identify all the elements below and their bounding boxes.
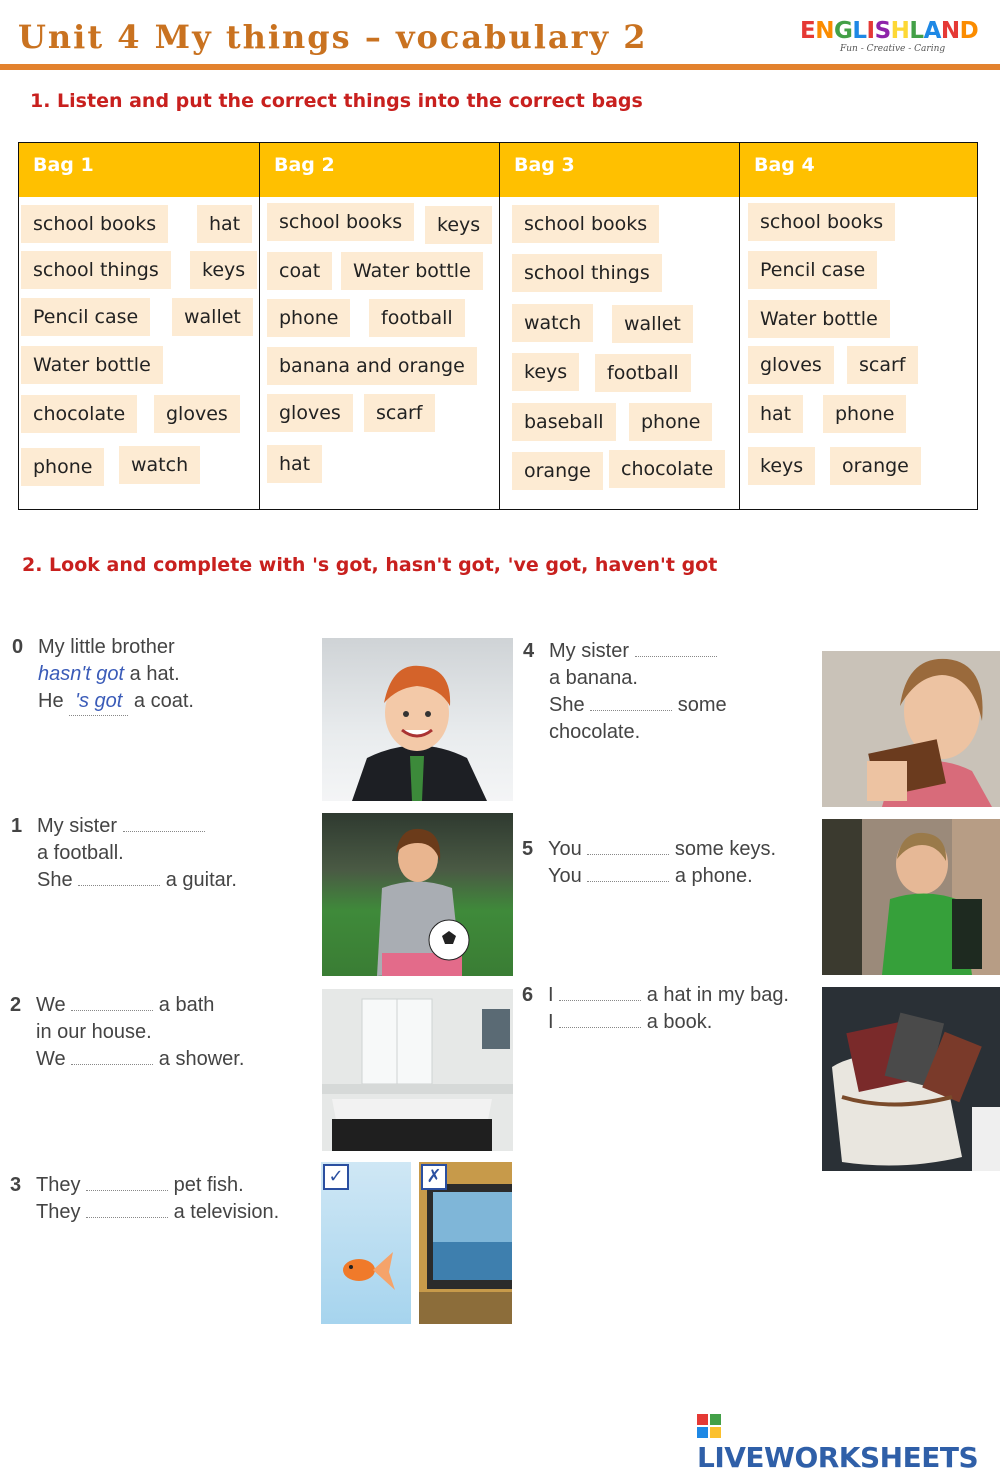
exercise-number: 6 xyxy=(522,984,534,1006)
word-chip[interactable]: keys xyxy=(190,251,257,289)
answer-blank[interactable] xyxy=(71,992,153,1011)
word-chip[interactable]: school books xyxy=(748,203,895,241)
exercise-text: My sister xyxy=(549,640,629,662)
exercise-text: a television. xyxy=(173,1201,280,1223)
exercise-text: My sister xyxy=(37,815,117,837)
exercise-text: I xyxy=(548,1011,554,1033)
word-chip[interactable]: phone xyxy=(21,448,104,486)
exercise-text: They xyxy=(36,1174,81,1196)
bag-1-header: Bag 1 xyxy=(19,143,259,197)
exercise-text: a coat. xyxy=(133,690,194,712)
exercise-text: We xyxy=(36,994,66,1016)
photo-boy-keys xyxy=(822,819,1000,975)
exercise-number: 5 xyxy=(522,838,534,860)
word-chip[interactable]: watch xyxy=(512,304,593,342)
word-chip[interactable]: chocolate xyxy=(609,450,725,488)
exercise-text: You xyxy=(548,865,582,887)
word-chip[interactable]: scarf xyxy=(364,394,435,432)
exercise-number: 1 xyxy=(11,815,23,837)
exercise-text: a phone. xyxy=(674,865,753,887)
answer-blank[interactable] xyxy=(559,982,641,1001)
word-chip[interactable]: hat xyxy=(267,445,322,483)
answer-blank[interactable] xyxy=(587,836,669,855)
logo-wordmark: ENGLISHLAND xyxy=(800,18,979,44)
exercise-text: some xyxy=(677,694,727,716)
exercise-text: a book. xyxy=(646,1011,713,1033)
word-chip[interactable]: school books xyxy=(267,203,414,241)
word-chip[interactable]: keys xyxy=(425,206,492,244)
liveworksheets-footer xyxy=(697,1408,1000,1474)
answer-blank[interactable] xyxy=(86,1172,168,1191)
exercise-number: 4 xyxy=(523,640,535,662)
girl-illustration xyxy=(322,813,513,976)
exercise-text: a shower. xyxy=(158,1048,245,1070)
bag-books-illustration xyxy=(822,987,1000,1171)
word-chip[interactable]: school things xyxy=(512,254,662,292)
word-chip[interactable]: chocolate xyxy=(21,395,137,433)
check-icon: ✓ xyxy=(323,1164,349,1190)
word-chip[interactable]: Pencil case xyxy=(748,251,877,289)
exercise-text: They xyxy=(36,1201,81,1223)
liveworksheets-icon xyxy=(697,1414,721,1438)
bag-divider xyxy=(259,143,260,509)
exercise-1 xyxy=(11,813,237,894)
exercise-text: She xyxy=(549,694,585,716)
word-chip[interactable]: baseball xyxy=(512,403,616,441)
exercise-text: a hat in my bag. xyxy=(646,984,789,1006)
exercise-5 xyxy=(522,836,777,890)
word-chip[interactable]: orange xyxy=(830,447,921,485)
exercise-text: pet fish. xyxy=(173,1174,244,1196)
word-chip[interactable]: phone xyxy=(823,395,906,433)
answer-blank[interactable] xyxy=(587,863,669,882)
englishland-logo xyxy=(800,18,979,54)
photo-girl-football xyxy=(322,813,513,976)
word-chip[interactable]: school books xyxy=(21,205,168,243)
word-chip[interactable]: gloves xyxy=(267,394,353,432)
word-chip[interactable]: gloves xyxy=(154,395,240,433)
bag-divider xyxy=(499,143,500,509)
exercise-number: 2 xyxy=(10,994,22,1016)
word-chip[interactable]: football xyxy=(595,354,691,392)
answer-blank[interactable] xyxy=(86,1199,168,1218)
word-chip[interactable]: Pencil case xyxy=(21,298,150,336)
photo-bag-books xyxy=(822,987,1000,1171)
word-chip[interactable]: gloves xyxy=(748,346,834,384)
exercise-6 xyxy=(522,982,789,1036)
photo-girl-chocolate xyxy=(822,651,1000,807)
answer-blank[interactable] xyxy=(71,1046,153,1065)
bag-4-header: Bag 4 xyxy=(740,143,977,197)
exercise-text: a football. xyxy=(37,842,124,864)
exercise-0 xyxy=(12,634,194,716)
exercise-text: a hat. xyxy=(129,663,180,685)
exercise-4 xyxy=(523,638,727,746)
word-chip[interactable]: hat xyxy=(197,205,252,243)
word-chip[interactable]: hat xyxy=(748,395,803,433)
word-chip[interactable]: orange xyxy=(512,452,603,490)
word-chip[interactable]: wallet xyxy=(612,305,693,343)
exercise-number: 3 xyxy=(10,1174,22,1196)
example-answer: hasn't got xyxy=(38,663,125,685)
word-chip[interactable]: Water bottle xyxy=(341,252,483,290)
exercise-line: My little brother xyxy=(38,636,175,658)
word-chip[interactable]: football xyxy=(369,299,465,337)
word-chip[interactable]: scarf xyxy=(847,346,918,384)
answer-blank[interactable] xyxy=(78,867,160,886)
word-chip[interactable]: wallet xyxy=(172,298,253,336)
bag-2-header: Bag 2 xyxy=(260,143,499,197)
photo-bathroom xyxy=(322,989,513,1151)
girl-chocolate-illustration xyxy=(822,651,1000,807)
answer-blank[interactable] xyxy=(635,638,717,657)
exercise-text: a bath xyxy=(158,994,215,1016)
bags-table xyxy=(18,142,978,510)
word-chip[interactable]: phone xyxy=(629,403,712,441)
section1-heading: 1. Listen and put the correct things into the correct bags xyxy=(30,90,643,112)
word-chip[interactable]: keys xyxy=(748,447,815,485)
bag-3-header: Bag 3 xyxy=(500,143,739,197)
exercise-text: a guitar. xyxy=(165,869,237,891)
footer-brand: LIVEWORKSHEETS xyxy=(697,1441,979,1474)
exercise-text: some keys. xyxy=(674,838,777,860)
word-chip[interactable]: Water bottle xyxy=(21,346,163,384)
answer-blank[interactable] xyxy=(559,1009,641,1028)
cross-icon: ✗ xyxy=(421,1164,447,1190)
word-chip[interactable]: coat xyxy=(267,252,332,290)
exercise-text: I xyxy=(548,984,554,1006)
word-chip[interactable]: Water bottle xyxy=(748,300,890,338)
word-chip[interactable]: school things xyxy=(21,251,171,289)
section2-heading: 2. Look and complete with 's got, hasn't got, 've got, haven't got xyxy=(22,554,718,576)
word-chip[interactable]: school books xyxy=(512,205,659,243)
word-chip[interactable]: banana and orange xyxy=(267,347,477,385)
bathroom-illustration xyxy=(322,989,513,1151)
header-rule xyxy=(0,64,1000,70)
exercise-text: chocolate. xyxy=(549,721,641,743)
exercise-text: We xyxy=(36,1048,66,1070)
word-chip[interactable]: watch xyxy=(119,446,200,484)
exercise-text: in our house. xyxy=(36,1021,152,1043)
exercise-text: You xyxy=(548,838,582,860)
bag-divider xyxy=(739,143,740,509)
photo-boy-coat xyxy=(322,638,513,801)
exercise-3 xyxy=(10,1172,280,1226)
exercise-text: a banana. xyxy=(549,667,638,689)
example-answer: 's got xyxy=(75,690,123,712)
word-chip[interactable]: phone xyxy=(267,299,350,337)
answer-blank[interactable] xyxy=(123,813,205,832)
boy-illustration xyxy=(322,638,513,801)
word-chip[interactable]: keys xyxy=(512,353,579,391)
page-title: Unit 4 My things – vocabulary 2 xyxy=(18,18,648,56)
boy-keys-illustration xyxy=(822,819,1000,975)
logo-tagline: Fun - Creative - Caring xyxy=(840,44,946,54)
exercise-text: He xyxy=(38,690,64,712)
exercise-2 xyxy=(10,992,245,1073)
answer-blank[interactable] xyxy=(590,692,672,711)
exercise-number: 0 xyxy=(12,636,24,658)
exercise-text: She xyxy=(37,869,73,891)
